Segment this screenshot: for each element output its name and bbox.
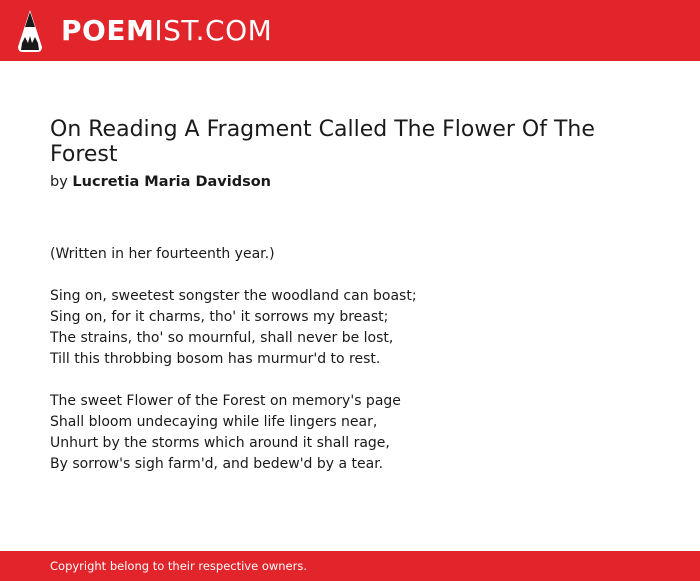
site-logo-link[interactable]: [17, 9, 272, 53]
poem-line: Till this throbbing bosom has murmur'd to rest.: [50, 351, 381, 367]
poem-line: By sorrow's sigh farm'd, and bedew'd by a tear.: [50, 456, 384, 472]
poem-byline: [50, 173, 650, 192]
logo-wordmark-bold: POEM: [61, 14, 155, 47]
poem-line: Shall bloom undecaying while life lingers near,: [50, 414, 378, 430]
poem-stanza: [50, 244, 650, 265]
logo-wordmark: [61, 9, 272, 53]
poem-line: Sing on, for it charms, tho' it sorrows my breast;: [50, 309, 389, 325]
poem-line: Sing on, sweetest songster the woodland can boast;: [50, 288, 417, 304]
site-header: [0, 0, 700, 61]
poem-body: [50, 244, 650, 496]
poem-heading: [50, 117, 650, 192]
byline-prefix: by: [50, 174, 68, 190]
site-footer: [0, 551, 700, 581]
poem-line: Unhurt by the storms which around it shall rage,: [50, 435, 390, 451]
poem-title: On Reading A Fragment Called The Flower Of The Forest: [50, 117, 595, 167]
poem-stanza: [50, 286, 650, 370]
logo-wordmark-light: IST.COM: [154, 14, 273, 47]
poem-stanza: [50, 391, 650, 475]
poem-line: (Written in her fourteenth year.): [50, 246, 275, 262]
poem-line: The strains, tho' so mournful, shall never be lost,: [50, 330, 394, 346]
pencil-tip-icon: [17, 9, 43, 53]
poem-line: The sweet Flower of the Forest on memory's page: [50, 393, 401, 409]
copyright-notice: Copyright belong to their respective owners.: [50, 559, 308, 573]
poem-author: Lucretia Maria Davidson: [72, 174, 271, 190]
